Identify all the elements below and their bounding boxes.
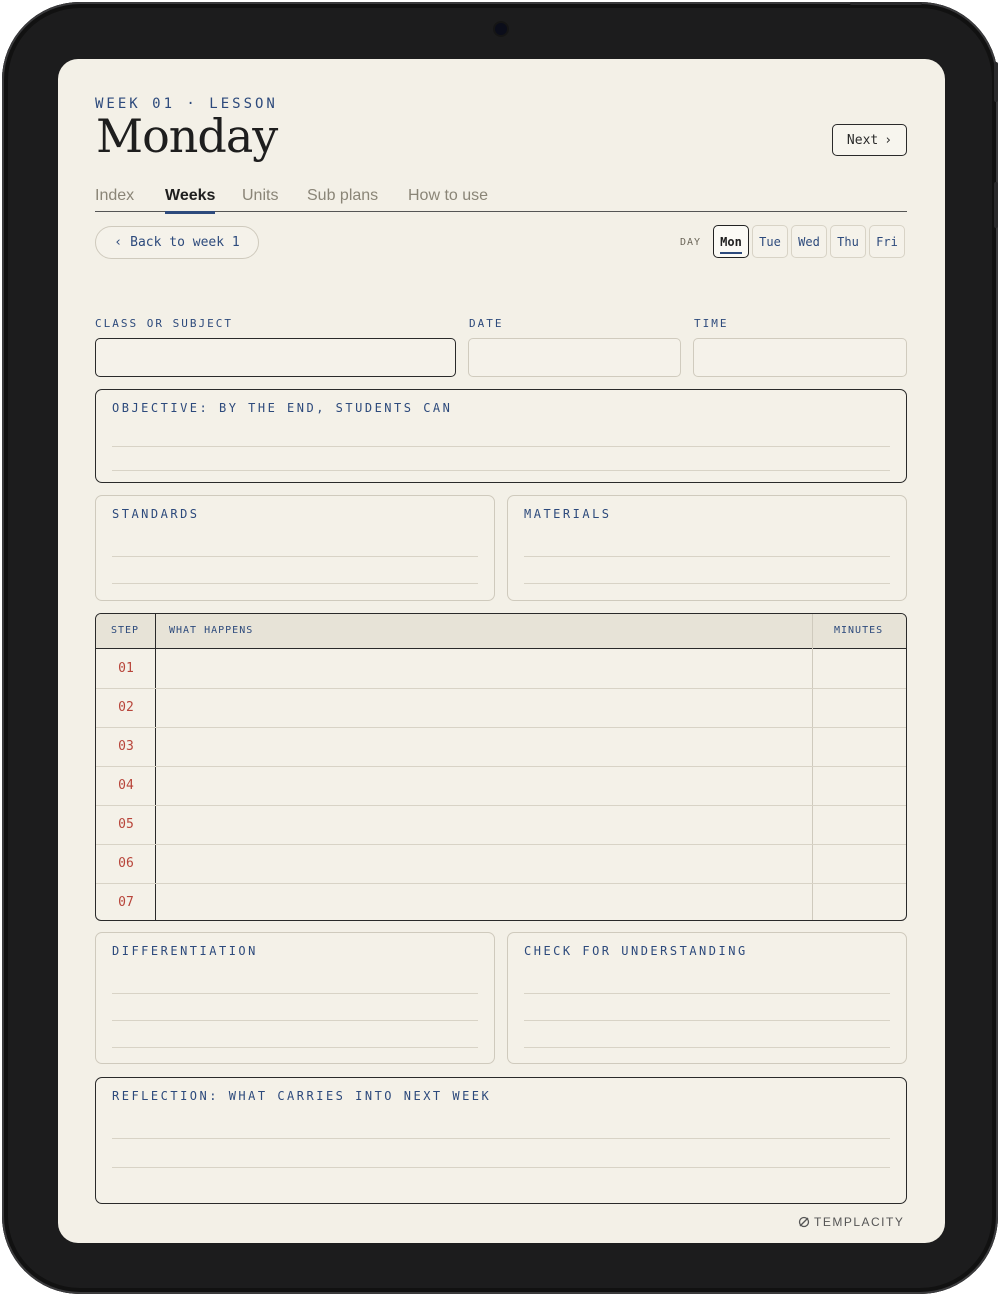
page-title: Monday: [96, 109, 278, 163]
materials-box[interactable]: [507, 495, 907, 601]
table-header: [96, 614, 906, 649]
reflection-box[interactable]: [95, 1077, 907, 1204]
side-button: [994, 62, 998, 102]
page-eyebrow: WEEK 01 · LESSON: [95, 96, 278, 112]
differentiation-box[interactable]: [95, 932, 495, 1064]
writing-line: [112, 556, 478, 557]
day-mon[interactable]: Mon: [713, 225, 749, 258]
check-understanding-box[interactable]: [507, 932, 907, 1064]
day-tue[interactable]: Tue: [752, 225, 788, 258]
table-row[interactable]: [96, 689, 906, 728]
tab-sub-plans[interactable]: Sub plans: [307, 187, 379, 204]
tablet-frame: [2, 2, 998, 1294]
date-label: DATE: [469, 317, 504, 330]
writing-line: [112, 1020, 478, 1021]
standards-box[interactable]: [95, 495, 495, 601]
table-row[interactable]: [96, 650, 906, 689]
materials-label: MATERIALS: [524, 507, 612, 521]
chevron-right-icon: ›: [884, 132, 893, 148]
writing-line: [112, 583, 478, 584]
time-field[interactable]: [693, 338, 907, 377]
header-minutes: MINUTES: [834, 625, 884, 636]
reflection-label: REFLECTION: WHAT CARRIES INTO NEXT WEEK: [112, 1089, 492, 1103]
steps-table: [95, 613, 907, 921]
date-field[interactable]: [468, 338, 681, 377]
header-what-happens: WHAT HAPPENS: [169, 625, 254, 636]
volume-button: [994, 182, 998, 228]
back-label: Back to week 1: [130, 235, 240, 250]
tab-index[interactable]: Index: [95, 187, 135, 204]
day-label: DAY: [680, 237, 702, 248]
top-button: [850, 2, 922, 5]
table-row[interactable]: [96, 845, 906, 884]
writing-line: [112, 470, 890, 471]
next-button-label: Next: [846, 132, 879, 148]
class-subject-label: CLASS OR SUBJECT: [95, 317, 233, 330]
table-row[interactable]: [96, 806, 906, 845]
objective-box[interactable]: [95, 389, 907, 483]
table-body: [96, 650, 906, 921]
tab-weeks[interactable]: Weeks: [165, 187, 216, 204]
step-number: 02: [118, 700, 134, 715]
table-row[interactable]: [96, 767, 906, 806]
standards-label: STANDARDS: [112, 507, 200, 521]
next-button[interactable]: [832, 124, 907, 156]
step-number: 06: [118, 856, 134, 871]
time-label: TIME: [694, 317, 729, 330]
writing-line: [112, 1047, 478, 1048]
writing-line: [524, 1020, 890, 1021]
tab-bar: [95, 183, 907, 212]
objective-label: OBJECTIVE: BY THE END, STUDENTS CAN: [112, 401, 453, 415]
camera-icon: [495, 23, 507, 35]
writing-line: [524, 993, 890, 994]
differentiation-label: DIFFERENTIATION: [112, 944, 258, 958]
writing-line: [112, 446, 890, 447]
logo-icon: [798, 1216, 810, 1228]
step-number: 07: [118, 895, 134, 910]
writing-line: [112, 1167, 890, 1168]
brand-logo: [798, 1215, 904, 1229]
writing-line: [112, 993, 478, 994]
writing-line: [112, 1138, 890, 1139]
step-number: 05: [118, 817, 134, 832]
back-to-week-button[interactable]: [95, 226, 259, 259]
header-step: STEP: [111, 625, 140, 636]
check-understanding-label: CHECK FOR UNDERSTANDING: [524, 944, 748, 958]
screen: [58, 59, 945, 1243]
writing-line: [524, 583, 890, 584]
chevron-left-icon: ‹: [114, 235, 123, 250]
tab-how-to-use[interactable]: How to use: [408, 187, 489, 204]
day-wed[interactable]: Wed: [791, 225, 827, 258]
step-number: 01: [118, 661, 134, 676]
table-row[interactable]: [96, 884, 906, 921]
day-fri[interactable]: Fri: [869, 225, 905, 258]
table-row[interactable]: [96, 728, 906, 767]
class-subject-field[interactable]: [95, 338, 456, 377]
step-number: 04: [118, 778, 134, 793]
writing-line: [524, 556, 890, 557]
writing-line: [524, 1047, 890, 1048]
tab-units[interactable]: Units: [242, 187, 279, 204]
day-thu[interactable]: Thu: [830, 225, 866, 258]
brand-name: TEMPLACITY: [814, 1215, 905, 1229]
step-number: 03: [118, 739, 134, 754]
